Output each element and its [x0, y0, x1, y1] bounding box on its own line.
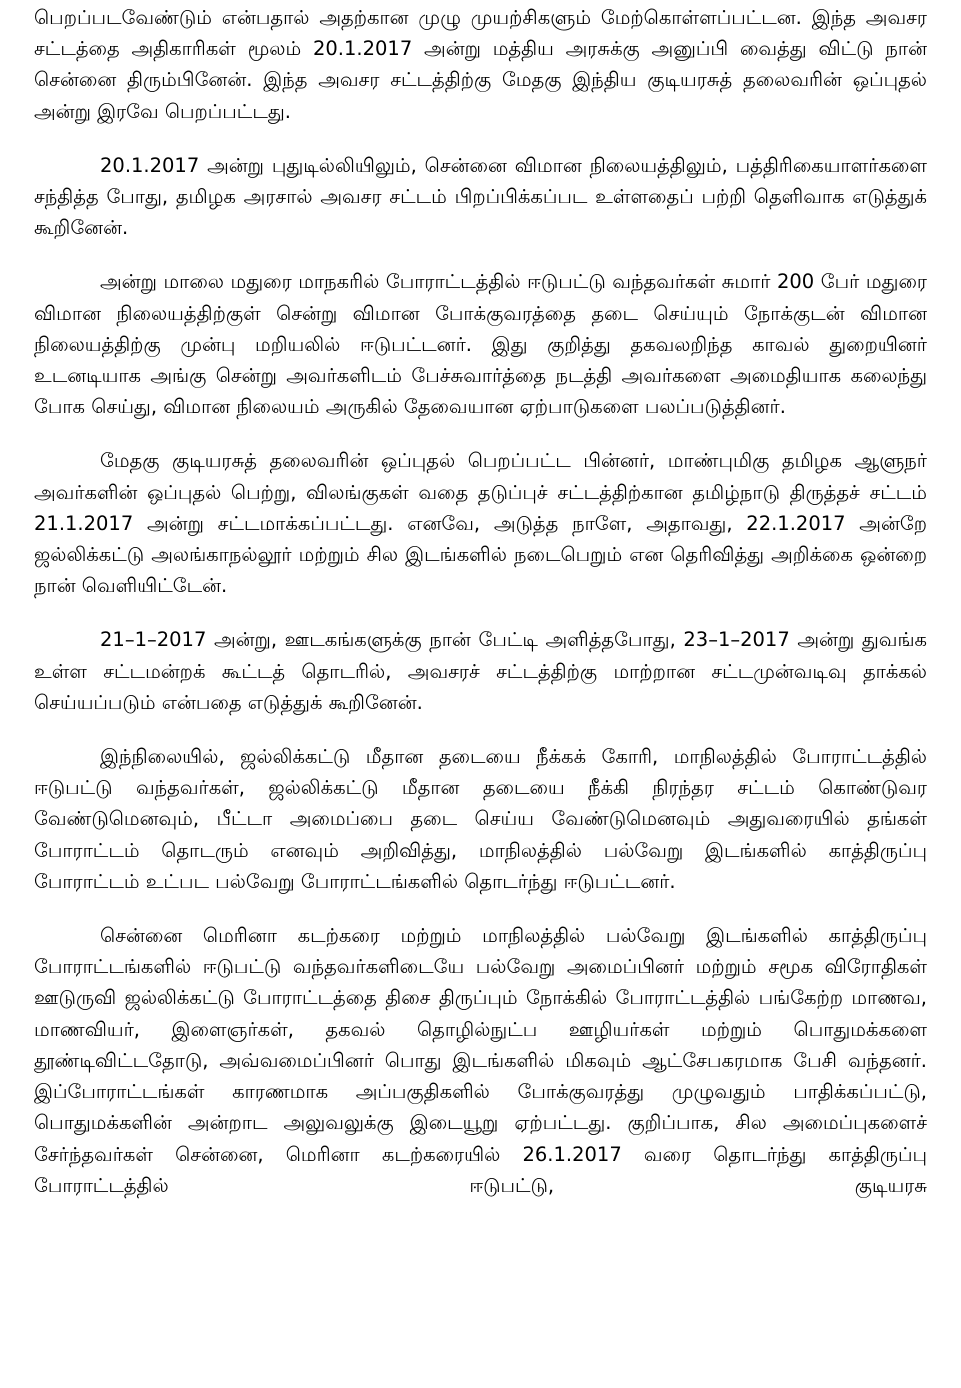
paragraph-madurai-protest: அன்று மாலை மதுரை மாநகரில் போராட்டத்தில் ஈடுபட்டு வந்தவர்கள் சுமார் 200 பேர் மதுரை விமான நிலையத்திற்குள் சென்று விமான போக்குவரத்தை தடை செய்யும் நோக்குடன் விமான நிலையத்திற்கு முன்பு மறியலில் ஈடுபட்டனர். இது குறித்து தகவலறிந்த காவல் துறையினர் உடனடியாக அங்கு சென்று அவர்களிடம் பேச்சுவார்த்தை நடத்தி அவர்களை அமைதியாக கலைந்து போக செய்து, விமான நிலையம் அருகில் தேவையான ஏற்பாடுகளை பலப்படுத்தினர். [34, 270, 927, 419]
paragraph-governor-approval: மேதகு குடியரசுத் தலைவரின் ஒப்புதல் பெறப்பட்ட பின்னர், மாண்புமிகு தமிழக ஆளுநர் அவர்களின் ஒப்புதல் பெற்று, விலங்குகள் வதை தடுப்புச் சட்டத்திற்கான தமிழ்நாடு திருத்தச் சட்டம் 21.1.2017 அன்று சட்டமாக்கப்பட்டது. எனவே, அடுத்த நாளே, அதாவது, 22.1.2017 அன்றே ஜல்லிக்கட்டு அலங்காநல்லூர் மற்றும் சில இடங்களில் நடைபெறும் என தெரிவித்து அறிக்கை ஒன்றை நான் வெளியிட்டேன். [34, 449, 927, 598]
paragraph-continued: பெறப்படவேண்டும் என்பதால் அதற்கான முழு முயற்சிகளும் மேற்கொள்ளப்பட்டன. இந்த அவசர சட்டத்தை அதிகாரிகள் மூலம் 20.1.2017 அன்று மத்திய அரசுக்கு அனுப்பி வைத்து விட்டு நான் சென்னை திரும்பினேன். இந்த அவசர சட்டத்திற்கு மேதகு இந்திய குடியரசுத் தலைவரின் ஒப்புதல் அன்று இரவே பெறப்பட்டது. [34, 6, 927, 123]
paragraph-media-interview: 21–1–2017 அன்று, ஊடகங்களுக்கு நான் பேட்டி அளித்தபோது, 23–1–2017 அன்று துவங்க உள்ள சட்டமன்றக் கூட்டத் தொடரில், அவசரச் சட்டத்திற்கு மாற்றான சட்டமுன்வடிவு தாக்கல் செய்யப்படும் என்பதை எடுத்துக் கூறினேன். [34, 628, 927, 714]
paragraph-marina-protest: சென்னை மெரினா கடற்கரை மற்றும் மாநிலத்தில் பல்வேறு இடங்களில் காத்திருப்பு போராட்டங்களில் ஈடுபட்டு வந்தவர்களிடையே பல்வேறு அமைப்பினர் மற்றும் சமூக விரோதிகள் ஊடுருவி ஜல்லிக்கட்டு போராட்டத்தை திசை திருப்பும் நோக்கில் போராட்டத்தில் பங்கேற்ற மாணவ, மாணவியர், இளைஞர்கள், தகவல் தொழில்நுட்ப ஊழியர்கள் மற்றும் பொதுமக்களை தூண்டிவிட்டதோடு, அவ்வமைப்பினர் பொது இடங்களில் மிகவும் ஆட்சேபகரமாக பேசி வந்தனர். இப்போராட்டங்கள் காரணமாக அப்பகுதிகளில் போக்குவரத்து முழுவதும் பாதிக்கப்பட்டு, பொதுமக்களின் அன்றாட அலுவலுக்கு இடையூறு ஏற்பட்டது. குறிப்பாக, சில அமைப்புகளைச் சேர்ந்தவர்கள் சென்னை, மெரினா கடற்கரையில் 26.1.2017 வரை தொடர்ந்து காத்திருப்பு போராட்டத்தில் ஈடுபட்டு, குடியரசு [34, 924, 927, 1197]
paragraph-press-meeting: 20.1.2017 அன்று புதுடில்லியிலும், சென்னை விமான நிலையத்திலும், பத்திரிகையாளர்களை சந்தித்த போது, தமிழக அரசால் அவசர சட்டம் பிறப்பிக்கப்பட உள்ளதைப் பற்றி தெளிவாக எடுத்துக் கூறினேன். [34, 153, 927, 240]
paragraph-statewide-protests: இந்நிலையில், ஜல்லிக்கட்டு மீதான தடையை நீக்கக் கோரி, மாநிலத்தில் போராட்டத்தில் ஈடுபட்டு வந்தவர்கள், ஜல்லிக்கட்டு மீதான தடையை நீக்கி நிரந்தர சட்டம் கொண்டுவர வேண்டுமெனவும், பீட்டா அமைப்பை தடை செய்ய வேண்டுமெனவும் அதுவரையில் தங்கள் போராட்டம் தொடரும் எனவும் அறிவித்து, மாநிலத்தில் பல்வேறு இடங்களில் காத்திருப்பு போராட்டம் உட்பட பல்வேறு போராட்டங்களில் தொடர்ந்து ஈடுபட்டனர். [34, 745, 927, 893]
